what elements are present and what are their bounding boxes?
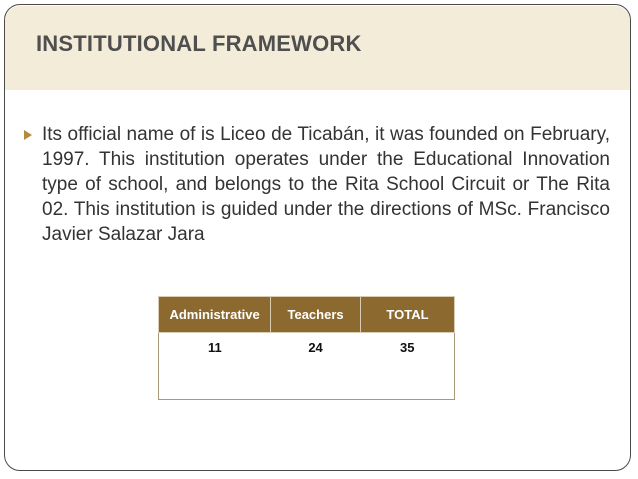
cell-administrative: 11 [159,333,271,400]
table-row [159,333,455,400]
bullet-arrow-icon [24,130,32,140]
slide-title: INSTITUTIONAL FRAMEWORK [36,31,362,56]
header-total: TOTAL [360,297,454,333]
header-administrative: Administrative [159,297,271,333]
cell-teachers: 24 [271,333,361,400]
bullet-text: Its official name of is Liceo de Ticabán, it was founded on February, 1997. This institution operates under the Educational Innovation type of school, and belongs to the Rita School Circuit or The Rita 02. This institution is guided under the directions of MSc. Francisco Javier Salazar Jara [42,124,610,245]
header-teachers: Teachers [271,297,361,333]
staff-table [158,296,455,400]
table-header-row [159,297,455,333]
cell-total: 35 [360,333,454,400]
